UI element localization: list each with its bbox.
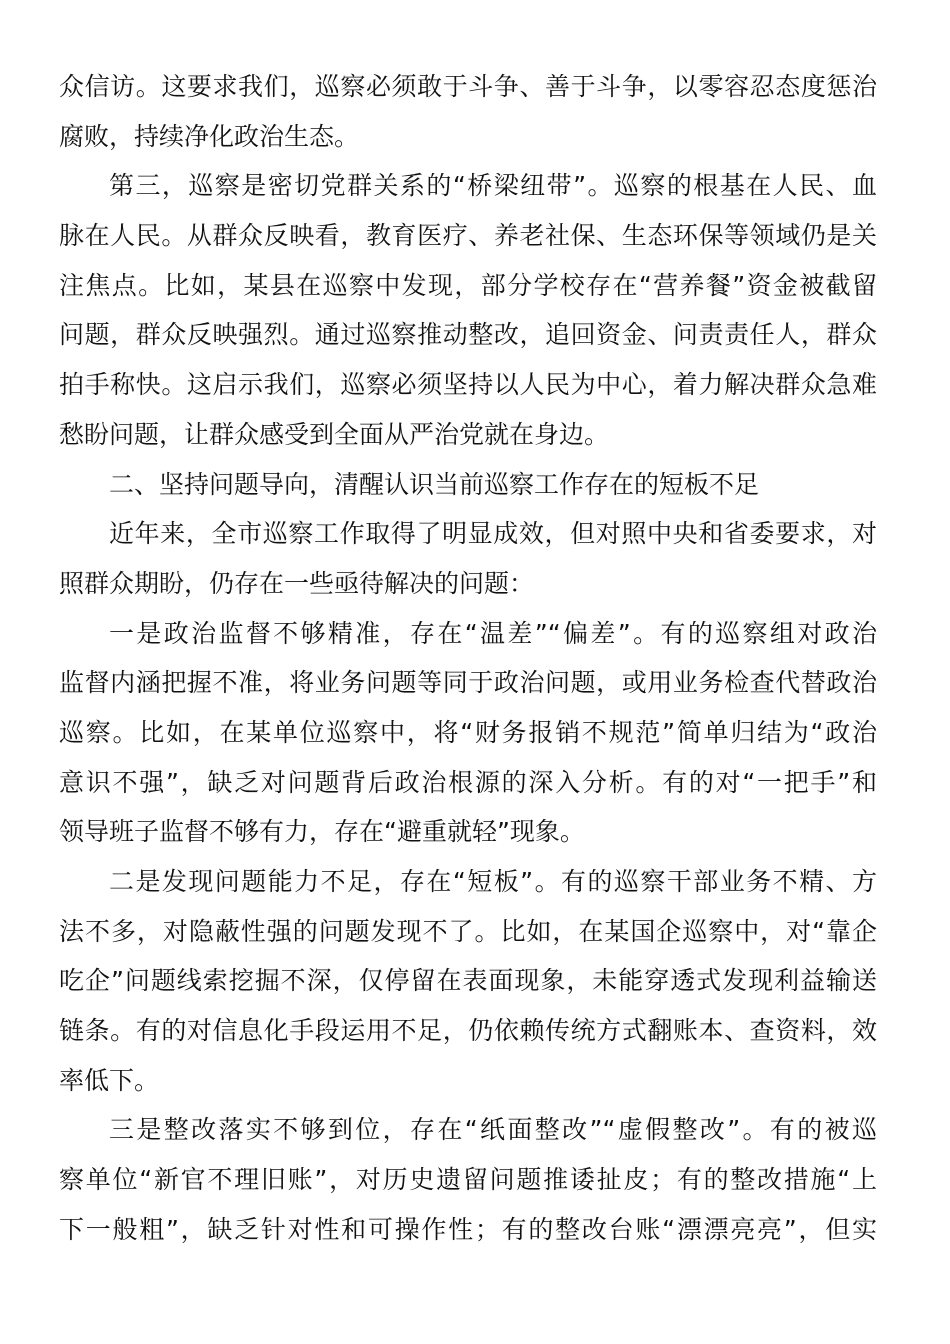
text-line: 法不多，对隐蔽性强的问题发现不了。比如，在某国企巡察中，对“靠企 [59, 916, 877, 946]
text-line: 链条。有的对信息化手段运用不足，仍依赖传统方式翻账本、查资料，效 [59, 1016, 877, 1046]
text-line: 第三，巡察是密切党群关系的“桥梁纽带”。巡察的根基在人民、血 [109, 171, 877, 201]
text-line: 下一般粗”，缺乏针对性和可操作性；有的整改台账“漂漂亮亮”，但实 [59, 1214, 877, 1244]
document-body [59, 62, 877, 1255]
text-line: 照群众期盼，仍存在一些亟待解决的问题： [59, 568, 535, 598]
text-line: 监督内涵把握不准，将业务问题等同于政治问题，或用业务检查代替政治 [59, 668, 877, 698]
text-line: 吃企”问题线索挖掘不深，仅停留在表面现象，未能穿透式发现利益输送 [59, 966, 877, 996]
text-line: 众信访。这要求我们，巡察必须敢于斗争、善于斗争，以零容忍态度惩治 [59, 72, 877, 101]
text-line: 近年来，全市巡察工作取得了明显成效，但对照中央和省委要求，对 [109, 519, 877, 549]
text-line: 腐败，持续净化政治生态。 [59, 121, 360, 151]
text-line: 拍手称快。这启示我们，巡察必须坚持以人民为中心，着力解决群众急难 [59, 370, 877, 400]
text-line: 问题，群众反映强烈。通过巡察推动整改，追回资金、问责责任人，群众 [59, 320, 877, 350]
text-line: 愁盼问题，让群众感受到全面从严治党就在身边。 [59, 419, 610, 449]
text-line: 一是政治监督不够精准，存在“温差”“偏差”。有的巡察组对政治 [109, 618, 877, 648]
text-line: 率低下。 [59, 1065, 160, 1095]
text-line: 领导班子监督不够有力，存在“避重就轻”现象。 [59, 817, 585, 847]
text-line: 巡察。比如，在某单位巡察中，将“财务报销不规范”简单归结为“政治 [59, 717, 877, 747]
text-line: 察单位“新官不理旧账”，对历史遗留问题推诿扯皮；有的整改措施“上 [59, 1165, 877, 1195]
text-line: 二是发现问题能力不足，存在“短板”。有的巡察干部业务不精、方 [109, 867, 877, 896]
text-line: 注焦点。比如，某县在巡察中发现，部分学校存在“营养餐”资金被截留 [59, 270, 877, 300]
text-line: 脉在人民。从群众反映看，教育医疗、养老社保、生态环保等领域仍是关 [59, 221, 877, 251]
text-line: 三是整改落实不够到位，存在“纸面整改”“虚假整改”。有的被巡 [109, 1115, 877, 1145]
text-line: 意识不强”，缺乏对问题背后政治根源的深入分析。有的对“一把手”和 [59, 767, 877, 797]
section-heading: 二、坚持问题导向，清醒认识当前巡察工作存在的短板不足 [109, 469, 760, 499]
